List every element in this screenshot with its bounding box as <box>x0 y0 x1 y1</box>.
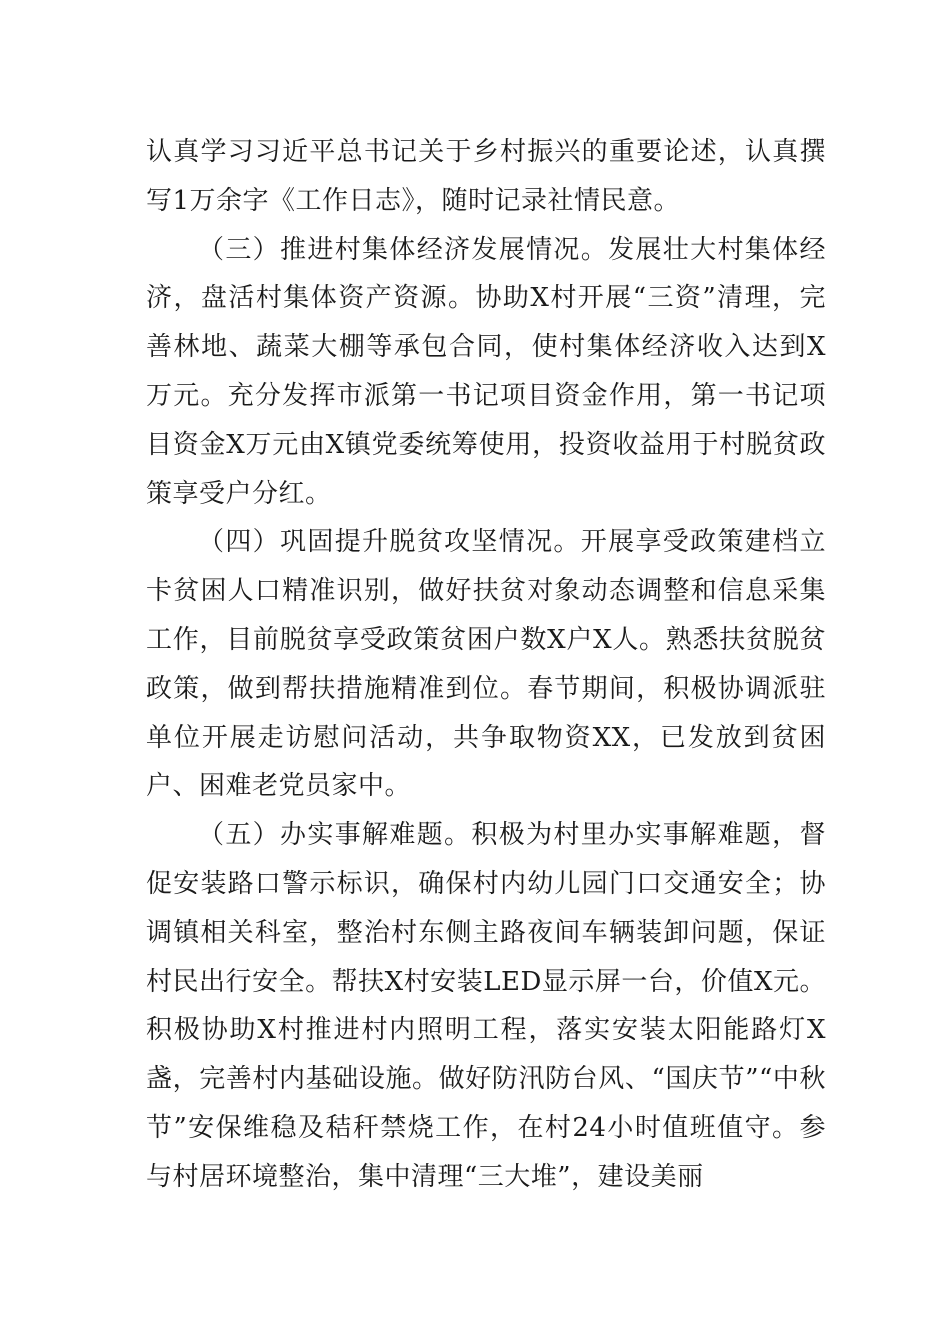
document-body <box>146 128 826 1202</box>
paragraph-practical-matters: （五）办实事解难题。积极为村里办实事解难题，督促安装路口警示标识，确保村内幼儿园门口交通安全；协调镇相关科室，整治村东侧主路夜间车辆装卸问题，保证村民出行安全。帮扶X村安装LED显示屏一台，价值X元。积极协助X村推进村内照明工程，落实安装太阳能路灯X盏，完善村内基础设施。做好防汛防台风、“国庆节”“中秋节”安保维稳及秸秆禁烧工作，在村24小时值班值守。参与村居环境整治，集中清理“三大堆”，建设美丽 <box>146 820 826 1192</box>
paragraph-collective-economy: （三）推进村集体经济发展情况。发展壮大村集体经济，盘活村集体资产资源。协助X村开展“三资”清理，完善林地、蔬菜大棚等承包合同，使村集体经济收入达到X万元。充分发挥市派第一书记项目资金作用，第一书记项目资金X万元由X镇党委统筹使用，投资收益用于村脱贫政策享受户分红。 <box>146 234 826 509</box>
paragraph-poverty-alleviation: （四）巩固提升脱贫攻坚情况。开展享受政策建档立卡贫困人口精准识别，做好扶贫对象动态调整和信息采集工作，目前脱贫享受政策贫困户数X户X人。熟悉扶贫脱贫政策，做到帮扶措施精准到位。春节期间，积极协调派驻单位开展走访慰问活动，共争取物资XX，已发放到贫困户、困难老党员家中。 <box>146 527 826 802</box>
paragraph-continuation: 认真学习习近平总书记关于乡村振兴的重要论述，认真撰写1万余字《工作日志》，随时记录社情民意。 <box>146 137 826 216</box>
